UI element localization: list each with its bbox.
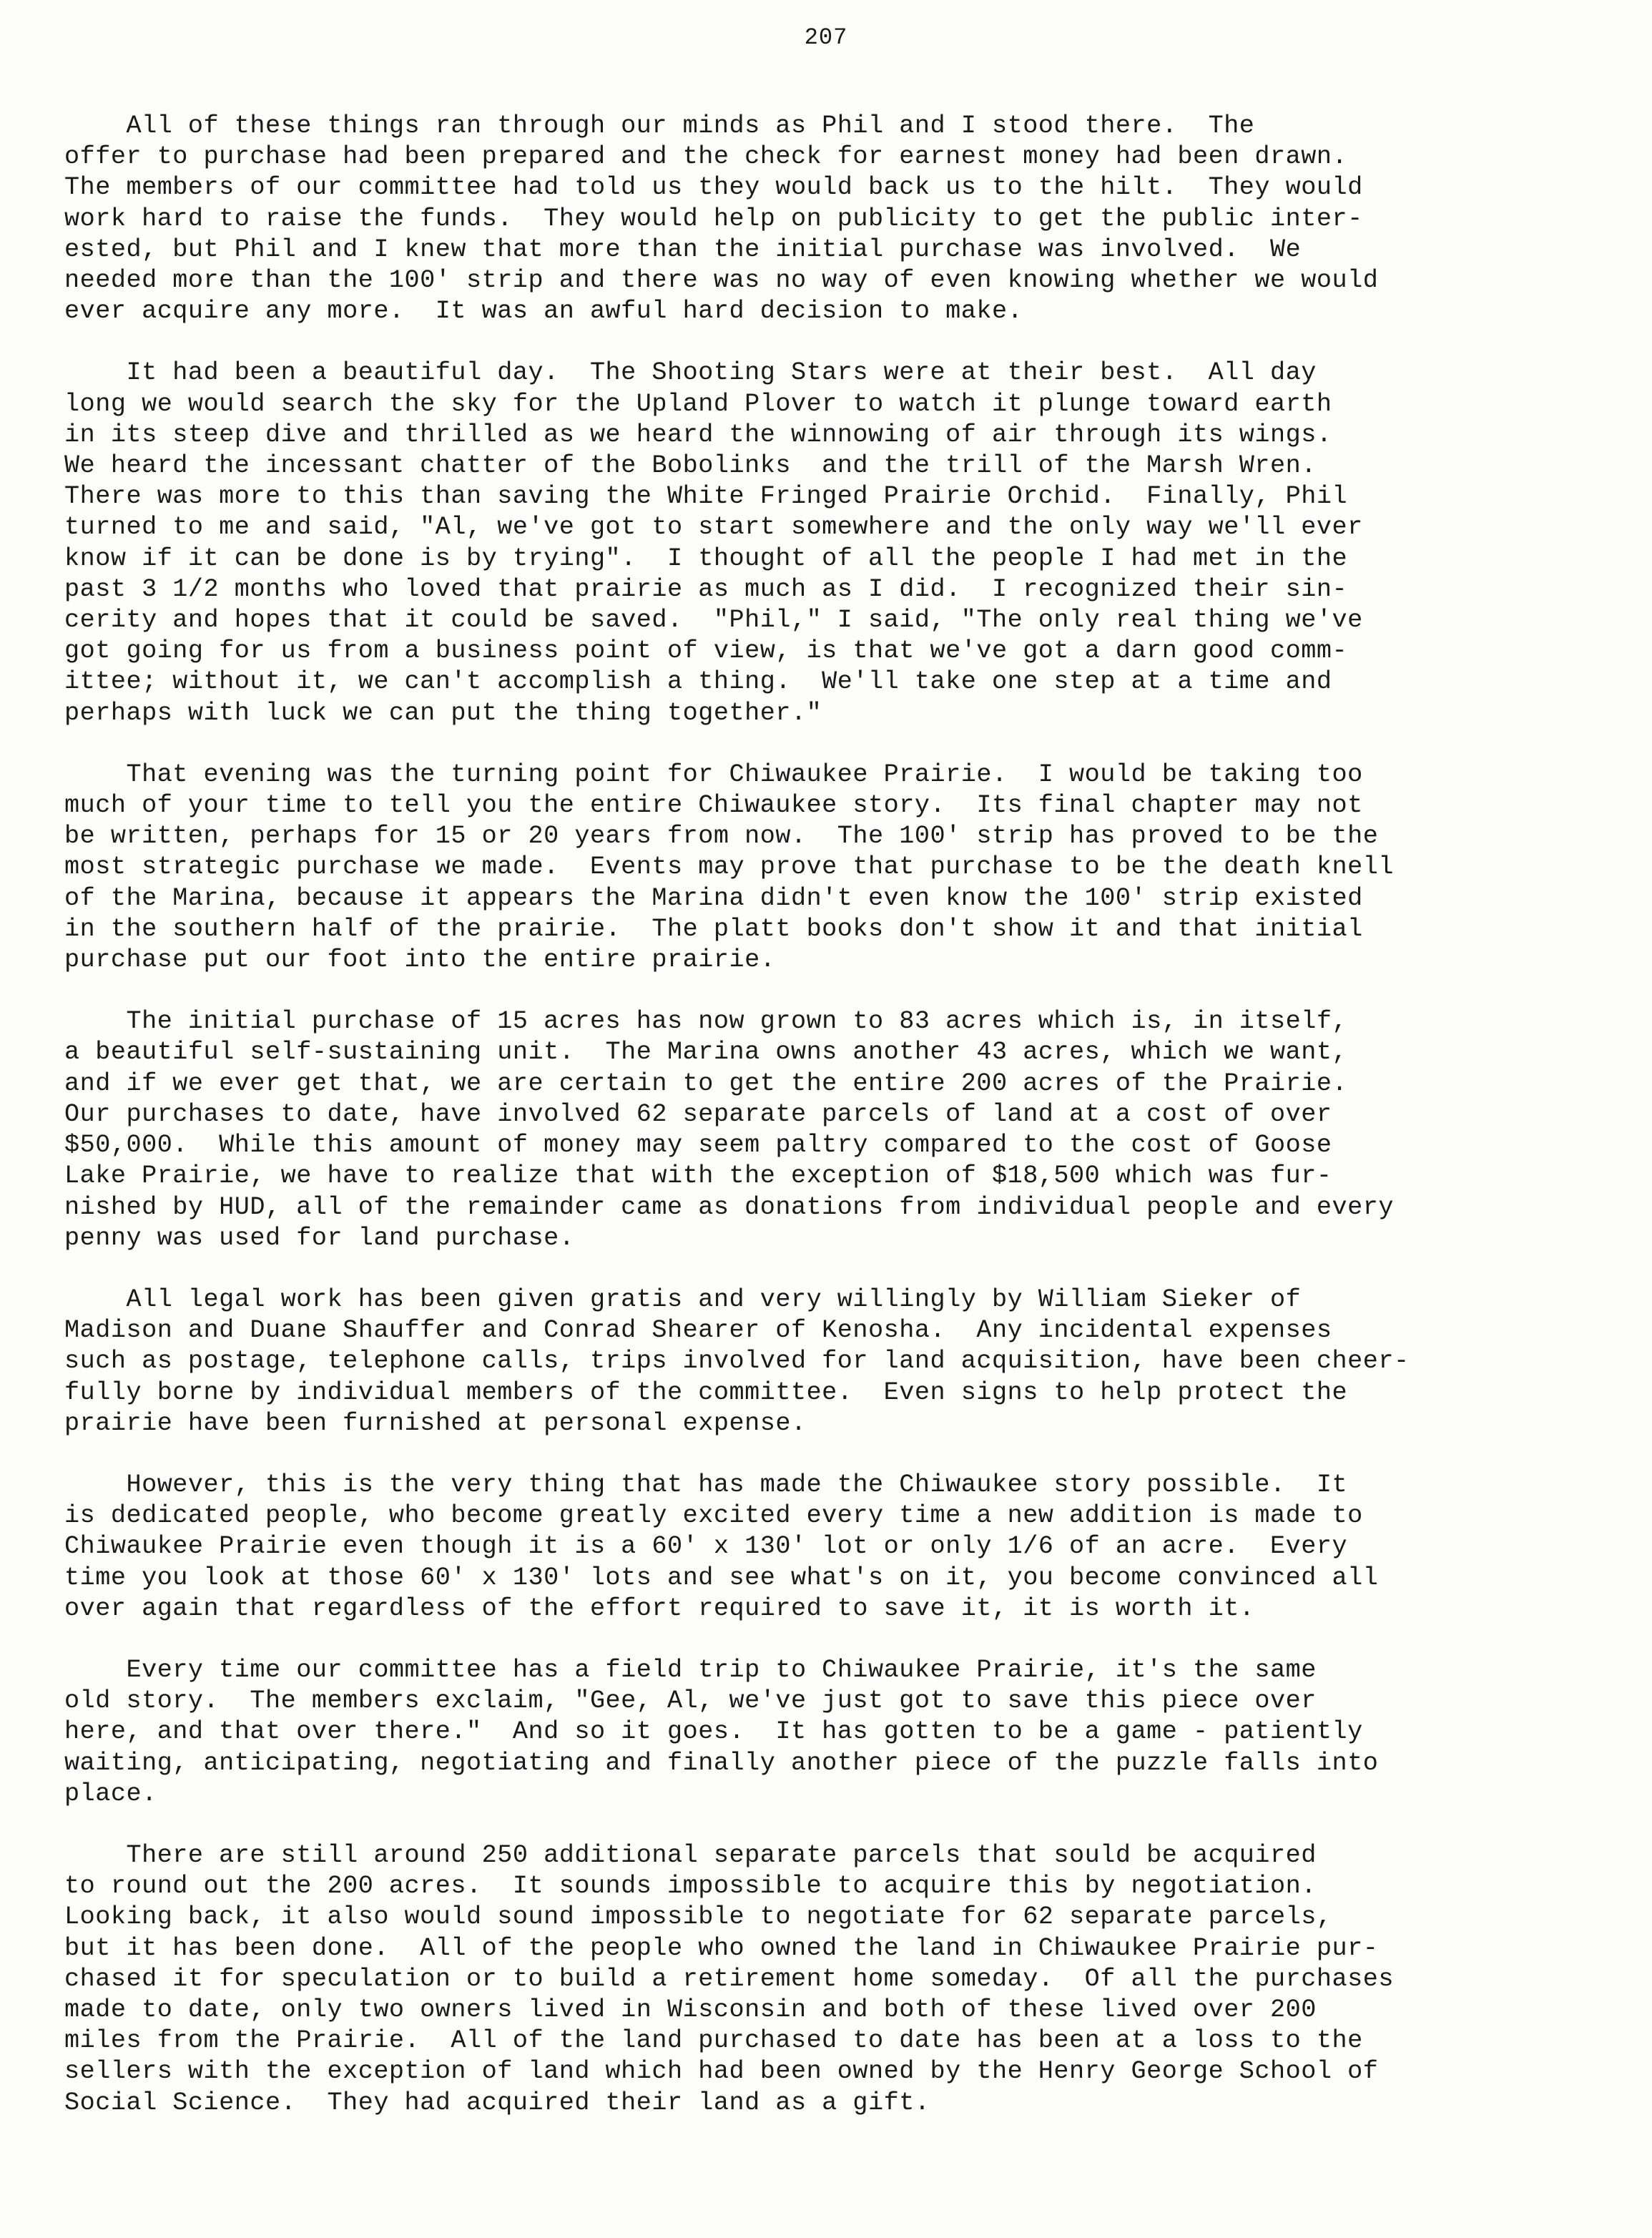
text-line: but it has been done. All of the people who owned the land in Chiwaukee Prairie pur-: [64, 1933, 1379, 1963]
text-line: of the Marina, because it appears the Marina didn't even know the 100' strip existed: [64, 883, 1363, 913]
text-line: All legal work has been given gratis and very willingly by William Sieker of: [64, 1285, 1302, 1314]
text-line: offer to purchase had been prepared and the check for earnest money had been drawn.: [64, 142, 1348, 172]
text-line: time you look at those 60' x 130' lots and see what's on it, you become convinced all: [64, 1563, 1379, 1592]
paragraph: [64, 760, 1645, 976]
text-line: Chiwaukee Prairie even though it is a 60' x 130' lot or only 1/6 of an acre. Every: [64, 1532, 1348, 1561]
text-line: got going for us from a business point of view, is that we've got a darn good comm-: [64, 637, 1348, 666]
text-line: It had been a beautiful day. The Shooting Stars were at their best. All day: [64, 358, 1317, 388]
text-line: perhaps with luck we can put the thing together.": [64, 698, 822, 727]
text-line: However, this is the very thing that has made the Chiwaukee story possible. It: [64, 1470, 1348, 1499]
paragraph: [64, 1006, 1645, 1254]
paragraph: [64, 1470, 1645, 1624]
page-number: 207: [804, 24, 848, 51]
text-line: The initial purchase of 15 acres has now grown to 83 acres which is, in itself,: [64, 1007, 1348, 1036]
text-line: There are still around 250 additional separate parcels that sould be acquired: [64, 1840, 1317, 1870]
text-line: We heard the incessant chatter of the Bobolinks and the trill of the Marsh Wren.: [64, 451, 1317, 481]
text-line: such as postage, telephone calls, trips involved for land acquisition, have been cheer-: [64, 1347, 1410, 1376]
text-line: Lake Prairie, we have to realize that with the exception of $18,500 which was fur-: [64, 1162, 1332, 1191]
text-line: work hard to raise the funds. They would help on publicity to get the public inter-: [64, 204, 1363, 233]
text-line: most strategic purchase we made. Events may prove that purchase to be the death knell: [64, 853, 1394, 882]
text-line: Looking back, it also would sound impossible to negotiate for 62 separate parcels,: [64, 1903, 1332, 1932]
text-line: in its steep dive and thrilled as we heard the winnowing of air through its wings.: [64, 420, 1332, 449]
text-line: Social Science. They had acquired their land as a gift.: [64, 2088, 930, 2117]
text-line: $50,000. While this amount of money may seem paltry compared to the cost of Goose: [64, 1131, 1332, 1160]
text-line: over again that regardless of the effort required to save it, it is worth it.: [64, 1594, 1255, 1623]
text-line: All of these things ran through our minds as Phil and I stood there. The: [64, 112, 1255, 140]
text-line: ever acquire any more. It was an awful hard decision to make.: [64, 297, 1023, 326]
text-line: cerity and hopes that it could be saved. "Phil," I said, "The only real thing we've: [64, 606, 1363, 635]
text-line: prairie have been furnished at personal expense.: [64, 1408, 807, 1438]
paragraph: [64, 1285, 1645, 1439]
paragraph: [64, 358, 1645, 728]
text-line: chased it for speculation or to build a retirement home someday. Of all the purchases: [64, 1964, 1394, 1993]
text-line: long we would search the sky for the Upland Plover to watch it plunge toward earth: [64, 389, 1332, 418]
text-line: know if it can be done is by trying". I thought of all the people I had met in the: [64, 544, 1348, 573]
text-line: Our purchases to date, have involved 62 separate parcels of land at a cost of over: [64, 1099, 1332, 1129]
text-line: nished by HUD, all of the remainder came as donations from individual people and every: [64, 1192, 1394, 1222]
text-line: fully borne by individual members of the committee. Even signs to help protect the: [64, 1378, 1348, 1407]
text-line: ested, but Phil and I knew that more than the initial purchase was involved. We: [64, 235, 1302, 264]
text-line: penny was used for land purchase.: [64, 1223, 575, 1252]
text-line: is dedicated people, who become greatly excited every time a new addition is made to: [64, 1501, 1363, 1531]
text-line: turned to me and said, "Al, we've got to start somewhere and the only way we'll ever: [64, 513, 1363, 542]
text-line: The members of our committee had told us they would back us to the hilt. They would: [64, 173, 1363, 202]
text-line: ittee; without it, we can't accomplish a thing. We'll take one step at a time and: [64, 667, 1332, 697]
paragraph: [64, 1655, 1645, 1810]
text-line: a beautiful self-sustaining unit. The Marina owns another 43 acres, which we want,: [64, 1038, 1348, 1067]
paragraph: [64, 111, 1645, 327]
text-line: in the southern half of the prairie. The platt books don't show it and that initial: [64, 914, 1363, 943]
text-line: Madison and Duane Shauffer and Conrad Shearer of Kenosha. Any incidental expenses: [64, 1316, 1332, 1345]
body-text: [64, 111, 1645, 2149]
text-line: sellers with the exception of land which had been owned by the Henry George School of: [64, 2057, 1379, 2086]
text-line: to round out the 200 acres. It sounds impossible to acquire this by negotiation.: [64, 1872, 1317, 1901]
text-line: here, and that over there." And so it goes. It has gotten to be a game - patiently: [64, 1717, 1363, 1747]
text-line: There was more to this than saving the White Fringed Prairie Orchid. Finally, Phil: [64, 482, 1348, 511]
text-line: miles from the Prairie. All of the land purchased to date has been at a loss to the: [64, 2026, 1363, 2056]
text-line: place.: [64, 1779, 157, 1808]
text-line: needed more than the 100' strip and there was no way of even knowing whether we would: [64, 266, 1379, 295]
text-line: Every time our committee has a field trip to Chiwaukee Prairie, it's the same: [64, 1655, 1317, 1684]
paragraph: [64, 1840, 1645, 2119]
text-line: much of your time to tell you the entire Chiwaukee story. Its final chapter may not: [64, 791, 1363, 820]
text-line: past 3 1/2 months who loved that prairie as much as I did. I recognized their sin-: [64, 574, 1348, 604]
text-line: and if we ever get that, we are certain to get the entire 200 acres of the Prairie.: [64, 1069, 1348, 1098]
text-line: waiting, anticipating, negotiating and finally another piece of the puzzle falls into: [64, 1748, 1379, 1777]
text-line: made to date, only two owners lived in Wisconsin and both of these lived over 200: [64, 1995, 1317, 2024]
text-line: be written, perhaps for 15 or 20 years from now. The 100' strip has proved to be the: [64, 822, 1379, 851]
text-line: That evening was the turning point for Chiwaukee Prairie. I would be taking too: [64, 760, 1363, 789]
text-line: purchase put our foot into the entire prairie.: [64, 946, 776, 975]
text-line: old story. The members exclaim, "Gee, Al, we've just got to save this piece over: [64, 1687, 1317, 1716]
